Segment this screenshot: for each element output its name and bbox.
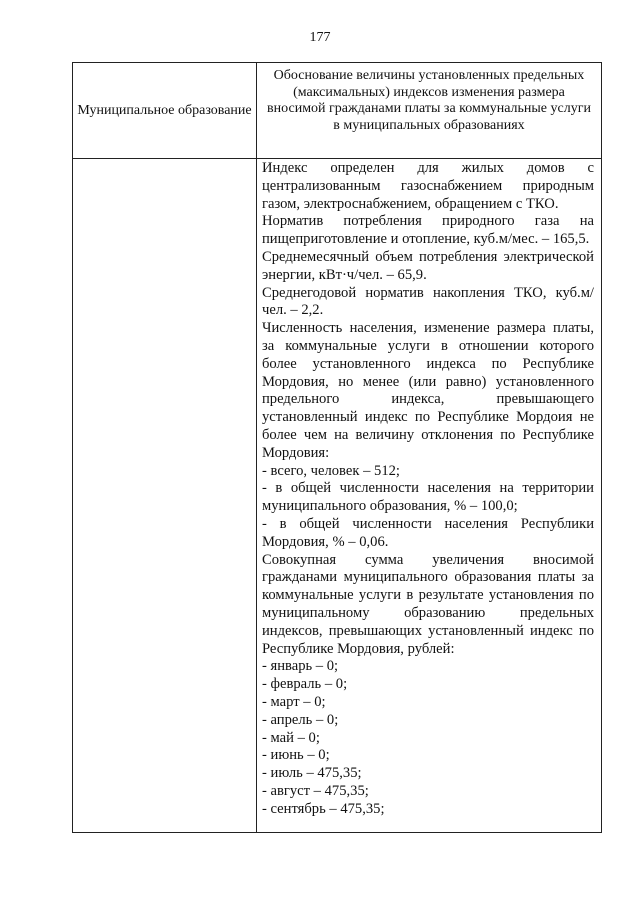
paragraph-electricity: Среднемесячный объем потребления электрической энергии, кВт·ч/чел. – 65,9.	[262, 248, 594, 283]
list-item: - апрель – 0;	[262, 711, 339, 728]
list-item: - июнь – 0;	[262, 747, 330, 764]
list-item: - август – 475,35;	[262, 782, 369, 799]
list-item: - всего, человек – 512;	[262, 462, 400, 479]
header-municipality: Муниципальное образование	[73, 63, 257, 159]
list-item: - июль – 475,35;	[262, 765, 362, 782]
list-item: - в общей численности населения на территории муниципального образования, % – 100,0;	[262, 480, 594, 515]
list-item: - февраль – 0;	[262, 676, 348, 693]
table-row	[73, 159, 602, 833]
list-item: - сентябрь – 475,35;	[262, 800, 385, 817]
header-justification: Обоснование величины установленных предельных (максимальных) индексов изменения размера вносимой гражданами платы за коммунальные услуги в муниципальных образованиях	[257, 63, 602, 159]
list-item: - март – 0;	[262, 693, 326, 710]
list-item: - в общей численности населения Республики Мордовия, % – 0,06.	[262, 515, 594, 550]
cell-municipality	[73, 159, 257, 833]
table-header-row	[73, 63, 602, 159]
page-number: 177	[309, 30, 331, 45]
paragraph-population: Численность населения, изменение размера платы, за коммунальные услуги в отношении которого более установленного индекса по Республике Мордовия, но менее (или равно) установленного предельного индекса, превышающего установленный индекс по Республике Мордоия не более чем на величину отклонения по Республике Мордовия:	[262, 320, 594, 461]
list-item: - январь – 0;	[262, 658, 339, 675]
cell-justification	[257, 159, 602, 833]
paragraph-total-sum: Совокупная сумма увеличения вносимой гражданами муниципального образования платы за коммунальные услуги в результате установления по муниципальному образованию предельных индексов, превышающих установленный индекс по Республике Мордовия, рублей:	[262, 551, 594, 657]
paragraph-gas-norm: Норматив потребления природного газа на пищеприготовление и отопление, куб.м/мес. – 165,5.	[262, 213, 594, 248]
paragraph-index-definition: Индекс определен для жилых домов с централизованным газоснабжением природным газом, электроснабжением, обращением с ТКО.	[262, 160, 594, 212]
list-item: - май – 0;	[262, 729, 320, 746]
paragraph-waste-norm: Среднегодовой норматив накопления ТКО, куб.м/чел. – 2,2.	[262, 284, 594, 319]
justification-table	[72, 62, 602, 833]
